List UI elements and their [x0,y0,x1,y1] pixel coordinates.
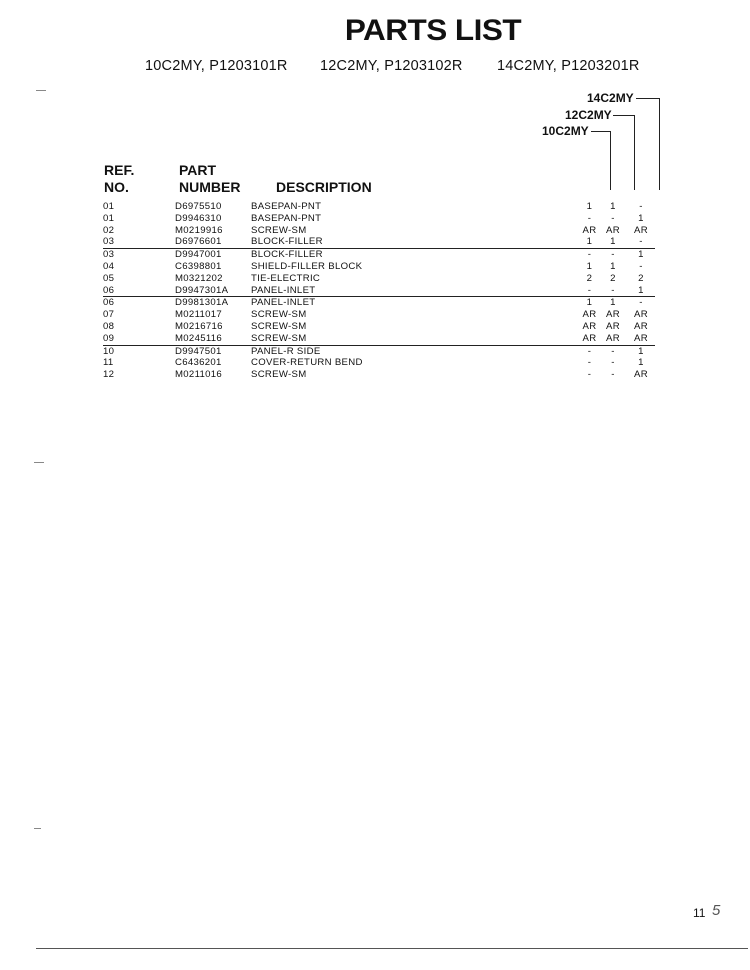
qty-12c2my-cell: AR [606,320,620,332]
ref-cell: 11 [103,357,114,369]
ref-cell: 04 [103,260,115,272]
part-number-cell: D9947301A [175,285,251,297]
qty-14c2my-cell: AR [634,320,648,332]
model-label-12c2my: 12C2MY, P1203102R [320,58,463,74]
column-rule-10c2my [610,131,611,190]
qty-12c2my-cell: AR [606,309,620,321]
qty-10c2my-cell: - [587,212,592,224]
qty-10c2my-cell: 1 [586,201,593,212]
qty-14c2my-cell: - [639,297,643,309]
qty-10c2my-cell: AR [580,333,599,345]
table-row [103,201,655,213]
part-number-heading [179,162,240,196]
table-row [103,261,655,273]
table-row [103,249,655,261]
page-number: 11 [693,906,706,920]
qty-12c2my-cell: 1 [610,297,616,309]
qty-10c2my-cell: - [587,369,592,381]
ref-no-heading [104,162,134,196]
description-heading: DESCRIPTION [276,179,372,195]
table-row [103,357,655,369]
description-cell: SHIELD-FILLER BLOCK [251,260,363,272]
part-number-cell: M0211016 [175,369,223,381]
qty-10c2my-cell: - [587,345,592,357]
part-number-cell: M0245116 [175,333,251,345]
qty-12c2my-cell: 2 [610,272,616,284]
table-row [103,213,655,225]
ref-cell: 03 [103,236,175,248]
ref-cell: 06 [103,285,175,297]
margin-mark [34,462,44,463]
description-cell: PANEL-INLET [251,285,580,297]
part-heading-line1: PART [179,162,217,178]
ref-cell: 10 [103,345,115,357]
qty-12c2my-cell: - [611,357,615,369]
page-bottom-rule [36,948,748,949]
part-number-cell: M0211017 [175,309,223,321]
ref-cell: 09 [103,333,175,345]
qty-14c2my-cell: 2 [638,272,644,284]
qty-14c2my-cell: 1 [627,285,655,297]
description-cell: BLOCK-FILLER [251,249,323,261]
description-cell: TIE-ELECTRIC [251,272,321,284]
column-head-10c2my: 10C2MY [542,124,589,138]
column-rule-12c2my [634,115,635,190]
table-row [103,225,655,237]
ref-cell: 08 [103,320,115,332]
part-heading-line2: NUMBER [179,179,241,195]
qty-10c2my-cell: 1 [586,297,593,309]
qty-10c2my-cell: 1 [586,260,593,272]
qty-10c2my-cell: AR [582,309,597,321]
table-row [103,333,655,345]
part-number-cell: M0219916 [175,224,223,236]
qty-14c2my-cell: - [627,236,655,248]
qty-14c2my-cell: - [639,201,643,212]
description-cell: BASEPAN-PNT [251,201,322,212]
table-row [103,309,655,321]
ref-cell: 01 [103,201,115,212]
parts-table [103,201,655,381]
ref-cell: 01 [103,212,115,224]
qty-10c2my-cell: AR [582,224,597,236]
margin-mark [34,828,41,829]
ref-heading-line2: NO. [104,179,129,195]
qty-12c2my-cell: - [599,285,627,297]
qty-14c2my-cell: 1 [638,345,644,357]
ref-cell: 12 [103,369,115,381]
table-row [103,273,655,285]
ref-cell: 07 [103,309,115,321]
qty-14c2my-cell: - [639,260,643,272]
bracket-line-14c2my [636,98,660,99]
qty-10c2my-cell: AR [582,320,597,332]
qty-14c2my-cell: 1 [638,212,644,224]
qty-10c2my-cell: 1 [580,236,599,248]
qty-12c2my-cell: - [611,212,615,224]
margin-mark [36,90,46,91]
page-title: PARTS LIST [344,14,522,47]
part-number-cell: D9947501 [175,345,222,357]
table-row [103,369,655,381]
qty-14c2my-cell: AR [634,224,648,236]
qty-12c2my-cell: 1 [610,260,616,272]
description-cell: BASEPAN-PNT [251,212,322,224]
part-number-cell: D9947001 [175,249,222,261]
table-row [103,236,655,248]
part-number-cell: C6398801 [175,260,222,272]
description-cell: COVER-RETURN BEND [251,357,363,369]
qty-14c2my-cell: AR [634,369,648,381]
description-cell: SCREW-SM [251,224,307,236]
part-number-cell: C6436201 [175,357,222,369]
qty-14c2my-cell: AR [634,309,648,321]
description-cell: SCREW-SM [251,309,307,321]
part-number-cell: D6975510 [175,201,222,212]
table-row [103,297,655,309]
table-row [103,321,655,333]
qty-12c2my-cell: - [611,249,615,261]
description-cell: PANEL-R SIDE [251,345,321,357]
part-number-cell: M0216716 [175,320,223,332]
column-head-14c2my: 14C2MY [587,91,634,105]
column-head-12c2my: 12C2MY [565,108,612,122]
qty-12c2my-cell: AR [606,224,620,236]
part-number-cell: D9946310 [175,212,222,224]
description-cell: SCREW-SM [251,333,580,345]
column-rule-14c2my [659,98,660,190]
page-number-handwritten: 5 [712,902,721,919]
ref-cell: 06 [103,297,115,309]
table-row [103,345,655,357]
ref-cell: 02 [103,224,115,236]
part-number-cell: M0321202 [175,272,223,284]
qty-10c2my-cell: 2 [586,272,593,284]
qty-10c2my-cell: - [587,357,592,369]
ref-heading-line1: REF. [104,162,135,178]
ref-cell: 05 [103,272,115,284]
qty-10c2my-cell: - [580,285,599,297]
description-cell: SCREW-SM [251,320,307,332]
ref-cell: 03 [103,249,115,261]
qty-10c2my-cell: - [587,249,592,261]
description-cell: PANEL-INLET [251,297,316,309]
qty-12c2my-cell: 1 [599,236,627,248]
qty-14c2my-cell: AR [627,333,655,345]
part-number-cell: D9981301A [175,297,229,309]
qty-12c2my-cell: 1 [610,201,616,212]
qty-12c2my-cell: - [611,345,615,357]
table-row [103,285,655,297]
description-cell: BLOCK-FILLER [251,236,580,248]
part-number-cell: D6976601 [175,236,251,248]
qty-14c2my-cell: 1 [638,249,644,261]
model-label-14c2my: 14C2MY, P1203201R [497,58,640,74]
model-label-10c2my: 10C2MY, P1203101R [145,58,288,74]
qty-14c2my-cell: 1 [638,357,644,369]
bracket-line-12c2my [613,115,635,116]
description-cell: SCREW-SM [251,369,307,381]
qty-12c2my-cell: - [611,369,615,381]
bracket-line-10c2my [591,131,611,132]
qty-12c2my-cell: AR [599,333,627,345]
